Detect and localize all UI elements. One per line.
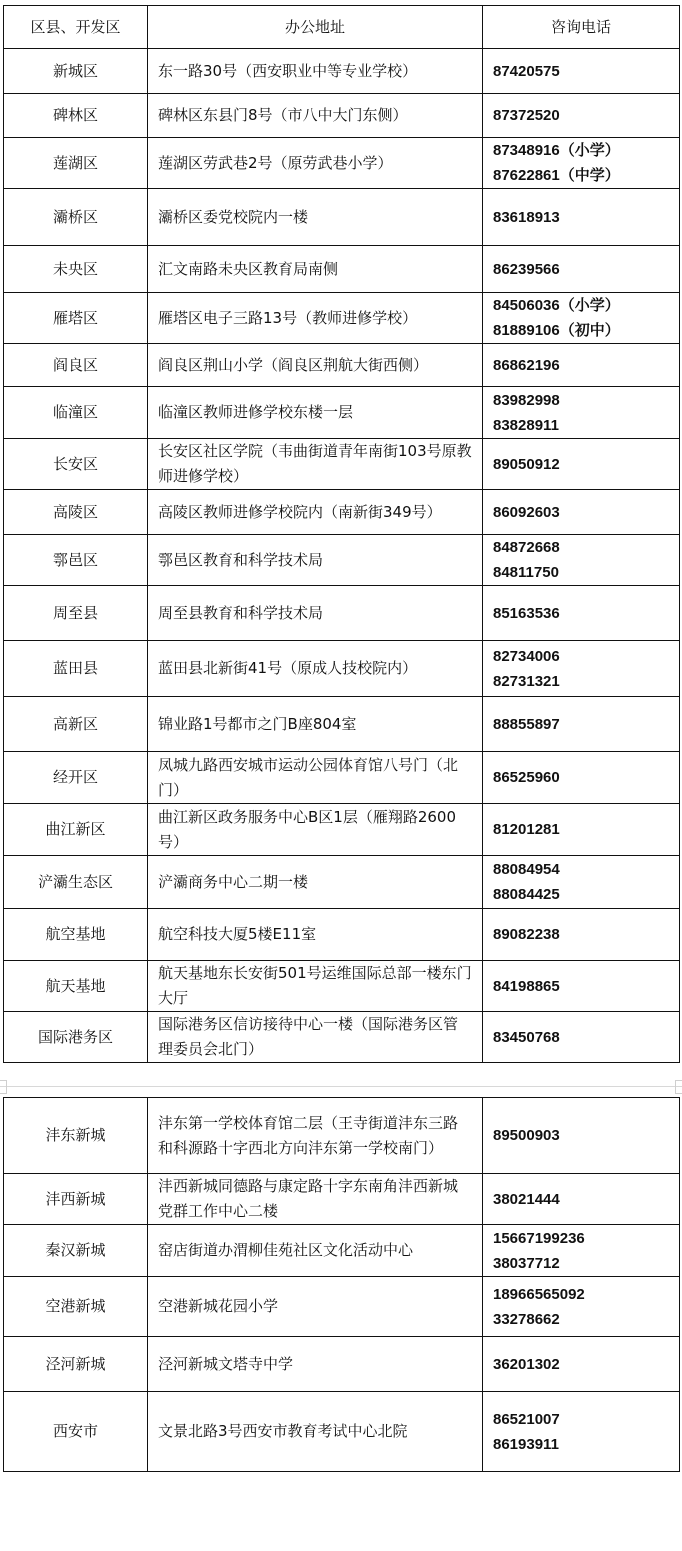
phone-number: 86521007 — [493, 1410, 560, 1428]
phone-number: 38021444 — [493, 1190, 560, 1208]
phone-number: 89500903 — [493, 1127, 560, 1144]
district-cell: 长安区 — [4, 439, 148, 490]
consultation-table-part2 — [3, 1097, 680, 1472]
address-cell: 雁塔区电子三路13号（教师进修学校） — [148, 293, 483, 344]
address-cell: 高陵区教师进修学校院内（南新街349号） — [148, 490, 483, 535]
table-row — [4, 752, 680, 804]
district-cell: 新城区 — [4, 49, 148, 94]
district-cell: 空港新城 — [4, 1277, 148, 1337]
address-cell: 长安区社区学院（韦曲街道青年南街103号原教师进修学校） — [148, 439, 483, 490]
district-cell: 阎良区 — [4, 344, 148, 387]
address-cell: 东一路30号（西安职业中等专业学校） — [148, 49, 483, 94]
phone-number: 87348916（小学） — [493, 142, 620, 159]
address-cell: 灞桥区委党校院内一楼 — [148, 189, 483, 246]
phone-cell — [483, 1392, 680, 1472]
phone-cell — [483, 189, 680, 246]
phone-number: 83618913 — [493, 208, 560, 226]
address-cell: 周至县教育和科学技术局 — [148, 586, 483, 641]
phone-cell — [483, 641, 680, 697]
phone-number: 87622861（中学） — [493, 167, 620, 184]
table-row — [4, 961, 680, 1012]
phone-number: 82731321 — [493, 672, 560, 690]
address-cell: 临潼区教师进修学校东楼一层 — [148, 387, 483, 439]
address-cell: 窑店街道办渭柳佳苑社区文化活动中心 — [148, 1225, 483, 1277]
table-row — [4, 49, 680, 94]
phone-cell — [483, 49, 680, 94]
phone-number: 82734006 — [493, 647, 560, 665]
phone-number: 86862196 — [493, 356, 560, 374]
address-cell: 鄠邑区教育和科学技术局 — [148, 535, 483, 586]
district-cell: 沣东新城 — [4, 1098, 148, 1174]
table-row — [4, 246, 680, 293]
table-header-row — [4, 6, 680, 49]
district-cell: 高陵区 — [4, 490, 148, 535]
phone-cell — [483, 909, 680, 961]
district-cell: 临潼区 — [4, 387, 148, 439]
district-cell: 秦汉新城 — [4, 1225, 148, 1277]
address-cell: 汇文南路未央区教育局南侧 — [148, 246, 483, 293]
address-cell: 凤城九路西安城市运动公园体育馆八号门（北门） — [148, 752, 483, 804]
table-row — [4, 344, 680, 387]
table-row — [4, 1012, 680, 1063]
address-cell: 航天基地东长安街501号运维国际总部一楼东门大厅 — [148, 961, 483, 1012]
address-cell: 蓝田县北新街41号（原成人技校院内） — [148, 641, 483, 697]
consultation-table-part1 — [3, 5, 680, 1063]
phone-cell — [483, 94, 680, 138]
table-row — [4, 1277, 680, 1337]
header-phone: 咨询电话 — [483, 6, 680, 49]
district-cell: 莲湖区 — [4, 138, 148, 189]
phone-number: 84872668 — [493, 539, 560, 556]
header-address: 办公地址 — [148, 6, 483, 49]
district-cell: 灞桥区 — [4, 189, 148, 246]
district-cell: 蓝田县 — [4, 641, 148, 697]
district-cell: 高新区 — [4, 697, 148, 752]
phone-number: 87420575 — [493, 62, 560, 80]
phone-number: 86525960 — [493, 769, 560, 786]
address-cell: 空港新城花园小学 — [148, 1277, 483, 1337]
address-cell: 航空科技大厦5楼E11室 — [148, 909, 483, 961]
district-cell: 国际港务区 — [4, 1012, 148, 1063]
phone-number: 81201281 — [493, 821, 560, 838]
phone-number: 88084425 — [493, 886, 560, 903]
district-cell: 碑林区 — [4, 94, 148, 138]
address-cell: 浐灞商务中心二期一楼 — [148, 856, 483, 909]
district-cell: 西安市 — [4, 1392, 148, 1472]
page-corner-mark-right — [675, 1080, 682, 1094]
phone-number: 86092603 — [493, 503, 560, 521]
phone-cell — [483, 1098, 680, 1174]
phone-number: 83450768 — [493, 1028, 560, 1046]
phone-cell — [483, 804, 680, 856]
district-cell: 雁塔区 — [4, 293, 148, 344]
table-row — [4, 138, 680, 189]
phone-cell — [483, 344, 680, 387]
table-row — [4, 1225, 680, 1277]
table-row — [4, 586, 680, 641]
phone-cell — [483, 961, 680, 1012]
phone-cell — [483, 387, 680, 439]
phone-cell — [483, 293, 680, 344]
phone-cell — [483, 535, 680, 586]
district-cell: 浐灞生态区 — [4, 856, 148, 909]
table-row — [4, 1174, 680, 1225]
district-cell: 航天基地 — [4, 961, 148, 1012]
phone-cell — [483, 1174, 680, 1225]
table-row — [4, 490, 680, 535]
phone-number: 15667199236 — [493, 1229, 585, 1247]
phone-cell — [483, 138, 680, 189]
table-row — [4, 856, 680, 909]
phone-cell — [483, 697, 680, 752]
phone-number: 83828911 — [493, 416, 559, 434]
address-cell: 国际港务区信访接待中心一楼（国际港务区管理委员会北门） — [148, 1012, 483, 1063]
phone-number: 85163536 — [493, 604, 560, 622]
phone-cell — [483, 1337, 680, 1392]
address-cell: 沣东第一学校体育馆二层（王寺街道沣东三路和科源路十字西北方向沣东第一学校南门） — [148, 1098, 483, 1174]
phone-cell — [483, 490, 680, 535]
phone-number: 88855897 — [493, 715, 560, 733]
district-cell: 曲江新区 — [4, 804, 148, 856]
table-row — [4, 1098, 680, 1174]
phone-number: 89050912 — [493, 455, 560, 473]
table-row — [4, 439, 680, 490]
district-cell: 周至县 — [4, 586, 148, 641]
district-cell: 沣西新城 — [4, 1174, 148, 1225]
phone-number: 87372520 — [493, 107, 560, 124]
phone-number: 84198865 — [493, 977, 560, 995]
address-cell: 锦业路1号都市之门B座804室 — [148, 697, 483, 752]
phone-cell — [483, 246, 680, 293]
phone-number: 84506036（小学） — [493, 297, 620, 314]
phone-number: 38037712 — [493, 1254, 560, 1272]
phone-number: 86239566 — [493, 260, 560, 278]
table-row — [4, 1337, 680, 1392]
table-row — [4, 535, 680, 586]
address-cell: 文景北路3号西安市教育考试中心北院 — [148, 1392, 483, 1472]
page-corner-mark-left — [0, 1080, 7, 1094]
address-cell: 莲湖区劳武巷2号（原劳武巷小学） — [148, 138, 483, 189]
table-row — [4, 94, 680, 138]
phone-cell — [483, 586, 680, 641]
phone-cell — [483, 1225, 680, 1277]
phone-cell — [483, 856, 680, 909]
table-row — [4, 909, 680, 961]
address-cell: 泾河新城文塔寺中学 — [148, 1337, 483, 1392]
phone-number: 83982998 — [493, 391, 560, 409]
table-row — [4, 1392, 680, 1472]
table-row — [4, 293, 680, 344]
phone-number: 88084954 — [493, 861, 560, 878]
phone-number: 84811750 — [493, 564, 559, 581]
phone-cell — [483, 1277, 680, 1337]
phone-number: 89082238 — [493, 926, 560, 943]
phone-cell — [483, 752, 680, 804]
phone-cell — [483, 439, 680, 490]
table-row — [4, 189, 680, 246]
table-row — [4, 697, 680, 752]
page-break-line — [0, 1086, 682, 1087]
address-cell: 阎良区荆山小学（阎良区荆航大街西侧） — [148, 344, 483, 387]
district-cell: 鄠邑区 — [4, 535, 148, 586]
district-cell: 未央区 — [4, 246, 148, 293]
phone-number: 86193911 — [493, 1435, 559, 1453]
header-district: 区县、开发区 — [4, 6, 148, 49]
district-cell: 经开区 — [4, 752, 148, 804]
table-row — [4, 641, 680, 697]
phone-number: 33278662 — [493, 1310, 560, 1328]
phone-number: 36201302 — [493, 1355, 560, 1373]
phone-number: 18966565092 — [493, 1285, 585, 1303]
phone-number: 81889106（初中） — [493, 322, 620, 339]
district-cell: 航空基地 — [4, 909, 148, 961]
table-row — [4, 804, 680, 856]
address-cell: 沣西新城同德路与康定路十字东南角沣西新城党群工作中心二楼 — [148, 1174, 483, 1225]
address-cell: 曲江新区政务服务中心B区1层（雁翔路2600号） — [148, 804, 483, 856]
phone-cell — [483, 1012, 680, 1063]
district-cell: 泾河新城 — [4, 1337, 148, 1392]
address-cell: 碑林区东县门8号（市八中大门东侧） — [148, 94, 483, 138]
table-row — [4, 387, 680, 439]
